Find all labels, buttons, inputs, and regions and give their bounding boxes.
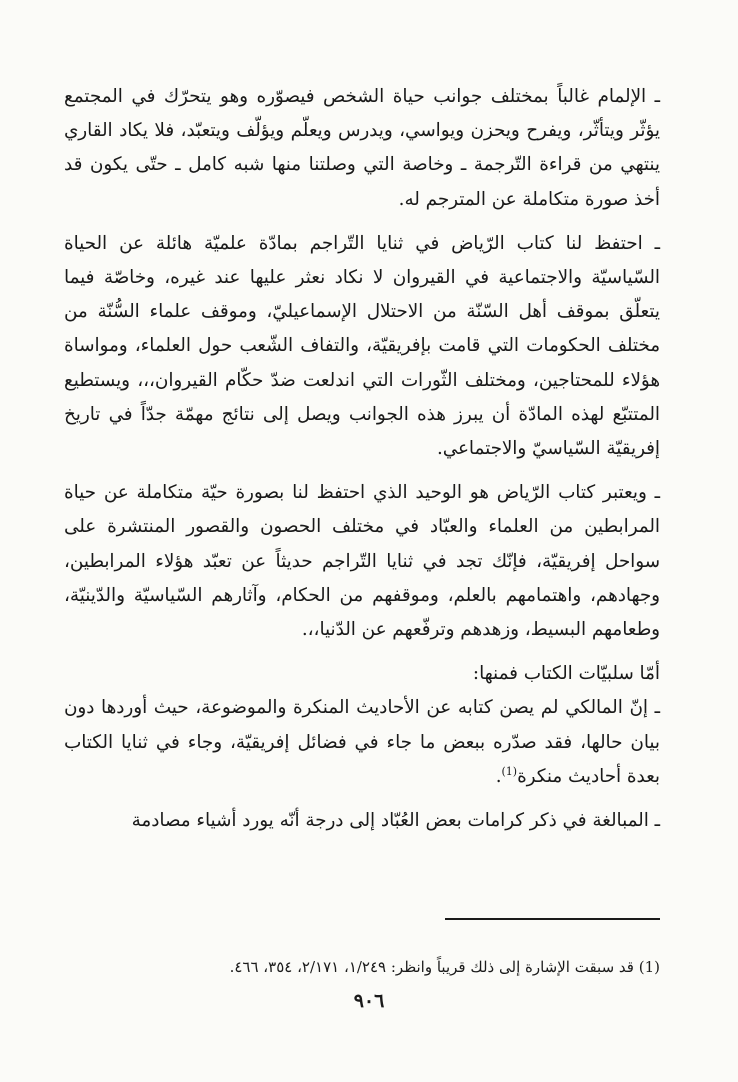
footnote-separator	[445, 918, 660, 920]
section-heading: أمّا سلبيّات الكتاب فمنها:	[472, 663, 660, 685]
paragraph-biography-depth: ـ الإلمام غالباً بمختلف جوانب حياة الشخص فيصوّره وهو يتحرّك في المجتمع يؤثّر ويتأثّر، ويفرح ويحزن ويواسي، ويدرس ويعلّم ويؤلّف ويتعبّد، فلا يكاد القاري ينتهي من قراءة التّرجمة ـ وخاصة التي وصلتنا منها شبه كامل ـ حتّى يكون قد أخذ صورة متكاملة عن المترجم له.	[64, 86, 660, 210]
sentence-end: .	[495, 765, 502, 787]
negative-item-hadith	[64, 691, 660, 794]
main-text	[64, 80, 660, 838]
page-number: ٩٠٦	[353, 990, 385, 1012]
footnote: (1) قد سبقت الإشارة إلى ذلك قريباً وانظر: ١/٢٤٩، ٢/١٧١، ٣٥٤، ٤٦٦.	[229, 958, 660, 976]
paragraph-murabitun-portrait: ـ ويعتبر كتاب الرّياض هو الوحيد الذي احتفظ لنا بصورة حيّة متكاملة عن حياة المرابطين من العلماء والعبّاد في مختلف الحصون والقصور المنتشرة على سواحل إفريقيّة، فإنّك تجد في ثنايا التّراجم حديثاً عن تعبّد هؤلاء المرابطين، وجهادهم، واهتمامهم بالعلم، وموقفهم من الحكام، وآثارهم السّياسيّة والدّينيّة، وطعامهم البسيط، وزهدهم وترفّعهم عن الدّنيا،،.	[64, 482, 660, 641]
negative-item-text: ـ المبالغة في ذكر كرامات بعض العُبّاد إلى درجة أنّه يورد أشياء مصادمة	[131, 810, 660, 832]
footnote-reference: (1)	[501, 764, 518, 778]
paragraph-political-social-material: ـ احتفظ لنا كتاب الرّياض في ثنايا التّراجم بمادّة علميّة هائلة عن الحياة السّياسيّة والاجتماعية في القيروان لا نكاد نعثر عليها عند غيره، وخاصّة فيما يتعلّق بموقف أهل السّنّة من الاحتلال الإسماعيليّ، وموقف علماء السُّنّة من مختلف الحكومات التي قامت بإفريقيّة، والتفاف الشّعب حول العلماء، ومواساة هؤلاء للمحتاجين، ومختلف الثّورات التي اندلعت ضدّ حكّام القيروان،،، ويستطيع المتتبّع لهذه المادّة أن يبرز هذه الجوانب ويصل إلى نتائج مهمّة جدّاً في تاريخ إفريقيّة السّياسيّ والاجتماعي.	[64, 232, 660, 460]
negative-item-text: ـ إنّ المالكي لم يصن كتابه عن الأحاديث المنكرة والموضوعة، حيث أوردها دون بيان حالها، فقد صدّره ببعض ما جاء في فضائل إفريقيّة، وجاء في ثنايا الكتاب بعدة أحاديث منكرة	[64, 697, 660, 787]
negative-item-karamat	[64, 804, 660, 838]
